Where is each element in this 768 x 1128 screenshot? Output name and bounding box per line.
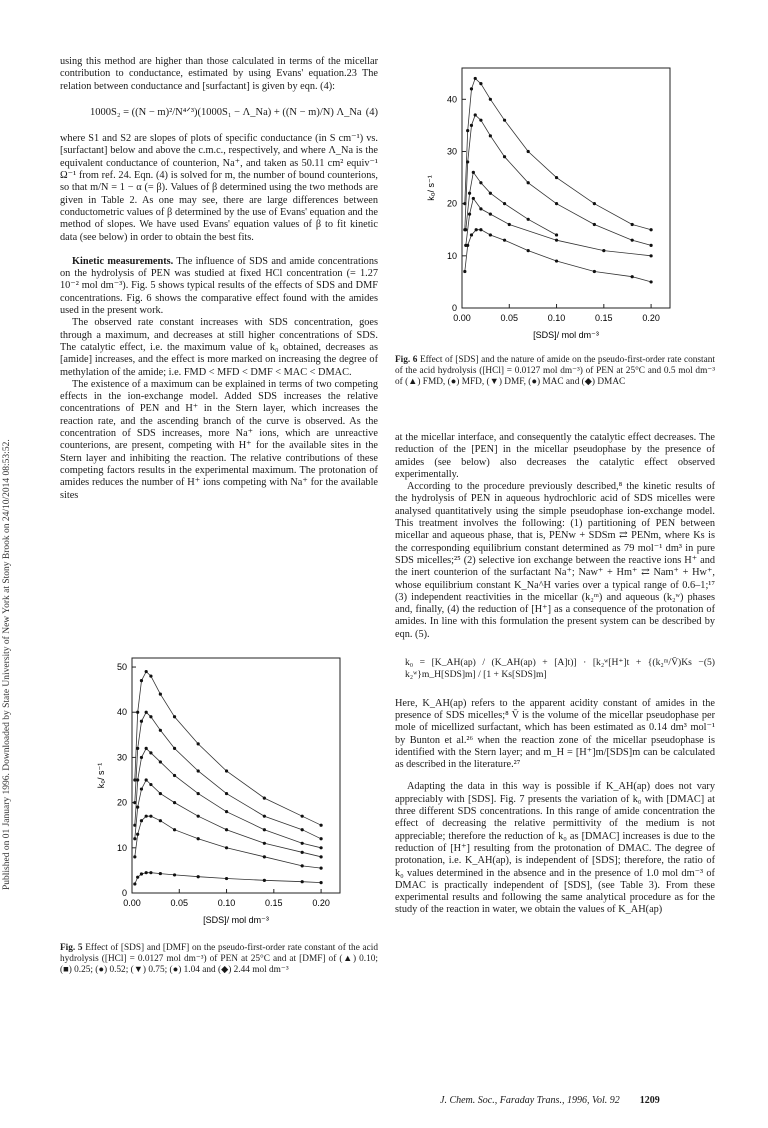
x-tick-label: 0.20: [312, 898, 330, 908]
paragraph: The existence of a maximum can be explained in terms of two competing effects in the ion-exchange model. Added SDS increases the relative concentrations of PEN and H⁺ in the Stern layer, which increases the reaction rate, and the ascending branch of the curve is observed. As the concentration of SDS increases, more Na⁺ ions, which are unreactive counterions, are present, competing with H⁺ for the available sites in the Stern layer and inhibiting the reaction. The relative contributions of these competing factors results in the experimental maximum. The protonation of amides reduces the number of H⁺ ions competing with Na⁺ for the available sites: [60, 378, 378, 501]
data-point: [319, 824, 322, 827]
data-point: [319, 867, 322, 870]
x-axis-label: [SDS]/ mol dm⁻³: [203, 915, 269, 925]
data-point: [136, 747, 139, 750]
y-tick-label: 40: [446, 94, 457, 105]
right-column: [395, 432, 715, 917]
x-axis-label: [SDS]/ mol dm⁻³: [533, 330, 599, 340]
data-point: [319, 881, 322, 884]
series-line: [135, 712, 321, 839]
data-point: [145, 778, 148, 781]
y-tick-label: 0: [121, 888, 127, 898]
data-point: [149, 751, 152, 754]
data-point: [474, 113, 477, 116]
data-point: [225, 846, 228, 849]
data-point: [173, 774, 176, 777]
paragraph: According to the procedure previously described,⁸ the kinetic results of the hydrolysis of PEN in aqueous hydrochloric acid of SDS micelles were analysed quantitatively using the simple pseudophase ion-exchange model. This treatment involves the following: (1) partitioning of PEN between micellar and aqueous phase, that is, PENw + SDSm ⇄ PENm, where Ks is the corresponding equilibrium constant determined as 79 mol⁻¹ dm³ in pure SDS micelles;²⁵ (2) selective ion exchange between the reactive ions H⁺ and the inert counterion of the surfactant Na⁺; Naw⁺ + Hm⁺ ⇄ Nam⁺ + Hw⁺, whose equilibrium constant K_Na^H varies over a typical range of 0.6–1;¹⁷ (3) independent reactivities in the micellar (k₂ᵐ) and aqueous (k₂ʷ) phases and, finally, (4) the reduction of [H⁺] as a consequence of the protonation of amides. In line with this formulation the present system can be described by eqn. (5).: [395, 481, 715, 640]
paragraph: where S1 and S2 are slopes of plots of specific conductance (in S cm⁻¹) vs. [surfactant] below and above the c.m.c., respectively, and where Λ_Na is the equivalent conductance of counterion, Na⁺, and taken as 50.11 cm² equiv⁻¹ Ω⁻¹ from ref. 24. Eqn. (4) is solved for m, the number of bound counterions, so that m/N = 1 − α (= β). Values of β determined using the two methods are given in Table 2. As one may see, there are large differences between conductometric values of β determined by the use of Evans' equation and the method of slopes. We have used Evans' equation values of β to fit kinetic data (see below) in order to obtain the best fits.: [60, 133, 378, 243]
data-point: [173, 747, 176, 750]
fig5-caption: Fig. 5 Effect of [SDS] and [DMF] on the pseudo-first-order rate constant of the acid hydrolysis ([HCl] = 0.0127 mol dm⁻³) of PEN at 25°C and at [DMF] of (▲) 0.10; (■) 0.25; (●) 0.52; (▼) 0.75; (●) 1.04 and (◆) 2.44 mol dm⁻³: [60, 943, 378, 975]
data-point: [263, 815, 266, 818]
data-point: [145, 815, 148, 818]
data-point: [527, 181, 530, 184]
data-point: [159, 693, 162, 696]
paragraph: at the micellar interface, and consequently the catalytic effect decreases. The reduction of the [PEN] in the micellar pseudophase by the presence of amides (see below) also decreases the catalytic effect observed experimentally.: [395, 432, 715, 480]
data-point: [479, 228, 482, 231]
data-point: [159, 729, 162, 732]
data-point: [140, 872, 143, 875]
paragraph: using this method are higher than those calculated in terms of the micellar contribution to conductance, estimated by using Evans' equation.23 The relation between conductance and [surfactant] is given by eqn. (4):: [60, 56, 378, 92]
data-point: [508, 223, 511, 226]
page-number: 1209: [639, 1095, 660, 1106]
data-point: [136, 833, 139, 836]
y-tick-label: 40: [116, 707, 127, 718]
data-point: [149, 871, 152, 874]
data-point: [489, 98, 492, 101]
data-point: [145, 670, 148, 673]
data-point: [649, 228, 652, 231]
data-point: [527, 150, 530, 153]
data-point: [173, 828, 176, 831]
data-point: [555, 239, 558, 242]
y-tick-label: 30: [116, 752, 127, 763]
data-point: [555, 176, 558, 179]
series-line: [466, 198, 651, 255]
data-point: [263, 855, 266, 858]
data-point: [503, 202, 506, 205]
data-point: [631, 275, 634, 278]
series-line: [135, 748, 321, 847]
data-point: [136, 806, 139, 809]
series-line: [135, 780, 321, 857]
data-point: [197, 815, 200, 818]
data-point: [593, 223, 596, 226]
x-tick-label: 0.10: [547, 313, 566, 323]
data-point: [173, 873, 176, 876]
data-point: [319, 855, 322, 858]
x-tick-label: 0.00: [453, 313, 471, 323]
data-point: [489, 192, 492, 195]
data-point: [263, 879, 266, 882]
data-point: [145, 747, 148, 750]
data-point: [479, 119, 482, 122]
y-tick-label: 10: [446, 250, 457, 261]
data-point: [133, 837, 136, 840]
y-tick-label: 0: [451, 303, 457, 313]
data-point: [140, 787, 143, 790]
y-axis-label: k₀/ s⁻¹: [96, 762, 106, 789]
equation-5: k₀ = [K_AH(ap) / (K_AH(ap) + [A]t)] · [k₂ʷ[H⁺]t + {(k₂ᵐ/V̄)Ks − k₂ʷ}m_H[SDS]m] / [1 + Ks[SDS]m] (5): [405, 657, 715, 681]
data-point: [140, 720, 143, 723]
data-point: [149, 815, 152, 818]
data-point: [555, 259, 558, 262]
data-point: [225, 769, 228, 772]
data-point: [263, 796, 266, 799]
data-point: [463, 270, 466, 273]
data-point: [475, 228, 478, 231]
data-point: [133, 855, 136, 858]
fig6-chart: [420, 60, 680, 350]
data-point: [197, 875, 200, 878]
data-point: [593, 202, 596, 205]
data-point: [225, 877, 228, 880]
data-point: [136, 711, 139, 714]
data-point: [301, 880, 304, 883]
data-point: [263, 828, 266, 831]
data-point: [145, 871, 148, 874]
paragraph: Kinetic measurements. The influence of SDS and amide concentrations on the hydrolysis of PEN was studied at fixed HCl concentration (= 1.27 10⁻² mol dm⁻³). Fig. 5 shows typical results of the effects of SDS and DMF concentrations. Fig. 6 shows the comparative effect found with the amides used in the present work.: [60, 255, 378, 317]
data-point: [503, 239, 506, 242]
page-footer: [440, 1095, 720, 1106]
data-point: [145, 711, 148, 714]
y-tick-label: 50: [116, 662, 127, 673]
data-point: [555, 233, 558, 236]
data-point: [466, 129, 469, 132]
data-point: [159, 819, 162, 822]
data-point: [489, 212, 492, 215]
data-point: [468, 192, 471, 195]
series-line: [135, 672, 321, 826]
data-point: [631, 223, 634, 226]
data-point: [472, 171, 475, 174]
data-point: [593, 270, 596, 273]
series-line: [466, 172, 557, 235]
data-point: [464, 228, 467, 231]
data-point: [602, 249, 605, 252]
data-point: [197, 769, 200, 772]
data-point: [301, 815, 304, 818]
data-point: [489, 134, 492, 137]
series-line: [135, 816, 321, 868]
equation-4: 1000S₂ = ((N − m)²/N⁴ᐟ³)(1000S₁ − Λ_Na) + ((N − m)/N) Λ_Na (4): [90, 106, 378, 118]
data-point: [197, 742, 200, 745]
y-tick-label: 30: [446, 146, 457, 157]
fig5-chart: [90, 650, 350, 935]
data-point: [136, 876, 139, 879]
data-point: [468, 212, 471, 215]
data-point: [479, 207, 482, 210]
fig6-caption: Fig. 6 Effect of [SDS] and the nature of amide on the pseudo-first-order rate constant of the acid hydrolysis ([HCl] = 0.0127 mol dm⁻³) of PEN at 25°C and 0.5 mol dm⁻³ of (▲) FMD, (●) MFD, (▼) DMF, (●) MAC and (◆) DMAC: [395, 355, 715, 387]
data-point: [631, 239, 634, 242]
data-point: [527, 218, 530, 221]
data-point: [225, 828, 228, 831]
data-point: [466, 244, 469, 247]
series-line: [465, 115, 651, 245]
data-point: [472, 197, 475, 200]
x-tick-label: 0.15: [595, 313, 613, 323]
x-tick-label: 0.05: [170, 898, 189, 908]
data-point: [225, 792, 228, 795]
data-point: [149, 674, 152, 677]
x-tick-label: 0.15: [265, 898, 283, 908]
y-tick-label: 20: [446, 198, 457, 209]
x-tick-label: 0.20: [642, 313, 660, 323]
data-point: [301, 864, 304, 867]
data-point: [301, 842, 304, 845]
data-point: [319, 837, 322, 840]
data-point: [140, 756, 143, 759]
data-point: [149, 715, 152, 718]
data-point: [263, 842, 266, 845]
data-point: [301, 851, 304, 854]
data-point: [133, 882, 136, 885]
data-point: [527, 249, 530, 252]
data-point: [197, 837, 200, 840]
x-tick-label: 0.10: [217, 898, 236, 908]
data-point: [197, 792, 200, 795]
data-point: [470, 233, 473, 236]
data-point: [555, 202, 558, 205]
data-point: [140, 679, 143, 682]
data-point: [479, 82, 482, 85]
data-point: [159, 872, 162, 875]
data-point: [466, 160, 469, 163]
x-tick-label: 0.00: [123, 898, 141, 908]
data-point: [503, 155, 506, 158]
data-point: [225, 810, 228, 813]
data-point: [136, 778, 139, 781]
y-tick-label: 10: [116, 842, 127, 853]
data-point: [470, 87, 473, 90]
download-watermark: Published on 01 January 1996. Downloaded by State University of New York at Stony Brook on 24/10/2014 08:53:52.: [2, 439, 12, 890]
data-point: [503, 119, 506, 122]
section-heading: Kinetic measurements.: [72, 255, 174, 267]
series-line: [465, 78, 651, 229]
data-point: [649, 280, 652, 283]
data-point: [479, 181, 482, 184]
data-point: [319, 846, 322, 849]
journal-citation: J. Chem. Soc., Faraday Trans., 1996, Vol. 92: [440, 1095, 620, 1106]
data-point: [489, 233, 492, 236]
data-point: [159, 792, 162, 795]
y-tick-label: 20: [116, 797, 127, 808]
data-point: [470, 124, 473, 127]
data-point: [301, 828, 304, 831]
y-axis-label: k₀/ s⁻¹: [426, 175, 436, 201]
data-point: [173, 801, 176, 804]
data-point: [649, 244, 652, 247]
data-point: [474, 77, 477, 80]
series-line: [465, 230, 651, 282]
data-point: [149, 783, 152, 786]
x-tick-label: 0.05: [500, 313, 519, 323]
paragraph: The observed rate constant increases with SDS concentration, goes through a maximum, and decreases at still higher concentrations of SDS. The catalytic effect, i.e. the maximum value of k₀ obtained, decreases as [amide] increases, and the effect is more marked on increasing the degree of methylation of the amide; i.e. FMD < MFD < DMF < MAC < DMAC.: [60, 317, 378, 378]
plot-frame: [132, 658, 340, 893]
paragraph: Adapting the data in this way is possible if K_AH(ap) does not vary appreciably with [SDS]. Fig. 7 presents the variation of k₀ with [DMAC] at three different SDS concentrations. In this range of amide concentration the effect of decreasing the relative permittivity of the medium is not appreciable; therefore the reduction of k₀ as [DMAC] increases is due to the reduction of [H⁺] resulting from the protonation of DMAC. The degree of protonation, i.e. K_AH(ap), is independent of [SDS]; therefore, the ratio of k₀ values determined in the absence and in the presence of 1.0 mol dm⁻³ of DMAC is practically independent of [SDS], (see Table 3). From these experimental results and following the same analytical procedure as for the study of the reaction in water, we obtain the values of K_AH(ap): [395, 781, 715, 916]
data-point: [159, 760, 162, 763]
data-point: [140, 819, 143, 822]
data-point: [649, 254, 652, 257]
left-column: [60, 56, 378, 502]
paragraph: Here, K_AH(ap) refers to the apparent acidity constant of amides in the presence of SDS micelles;⁸ V̄ is the volume of the micellar pseudophase per mole of micellized surfactant, which has been estimated as 0.14 dm³ mol⁻¹ by Bunton et al.²⁶ when the reaction zone of the micellar pseudophase is identified with the Stern layer; and m_H = [H⁺]m/[SDS]m can be calculated as described in the literature.²⁷: [395, 697, 715, 771]
data-point: [173, 715, 176, 718]
